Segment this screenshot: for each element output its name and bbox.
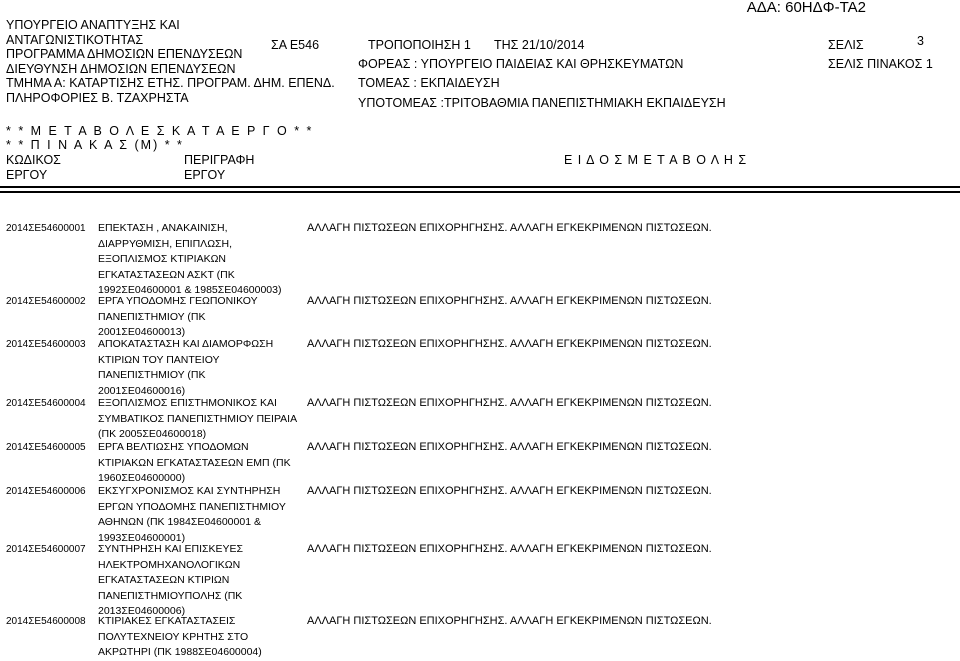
selis-pinakos: ΣΕΛΙΣ ΠΙΝΑΚΟΣ 1 xyxy=(828,57,933,71)
col-header-desc-line: ΕΡΓΟΥ xyxy=(184,167,226,182)
row-change: ΑΛΛΑΓΗ ΠΙΣΤΩΣΕΩΝ ΕΠΙΧΟΡΗΓΗΣΗΣ. ΑΛΛΑΓΗ ΕΓΚΕΚΡΙΜΕΝΩΝ ΠΙΣΤΩΣΕΩΝ. xyxy=(307,295,712,307)
row-change: ΑΛΛΑΓΗ ΠΙΣΤΩΣΕΩΝ ΕΠΙΧΟΡΗΓΗΣΗΣ. ΑΛΛΑΓΗ ΕΓΚΕΚΡΙΜΕΝΩΝ ΠΙΣΤΩΣΕΩΝ. xyxy=(307,485,712,497)
tomeas-label: ΤΟΜΕΑΣ : ΕΚΠΑΙΔΕΥΣΗ xyxy=(358,76,500,90)
ministry-line: ΤΜΗΜΑ Α: ΚΑΤΑΡΤΙΣΗΣ ΕΤΗΣ. ΠΡΟΓΡΑΜ. ΔΗΜ. ΕΠΕΝΔ. xyxy=(6,76,335,90)
row-desc-line: ΠΑΝΕΠΙΣΤΗΜΙΟΥ (ΠΚ xyxy=(98,310,206,323)
row-desc-line: ΑΠΟΚΑΤΑΣΤΑΣΗ ΚΑΙ ΔΙΑΜΟΡΦΩΣΗ xyxy=(98,338,274,350)
section-subtitle: * * Π Ι Ν Α Κ Α Σ (Μ) * * xyxy=(6,138,184,152)
row-desc-line: ΔΙΑΡΡΥΘΜΙΣΗ, ΕΠΙΠΛΩΣΗ, xyxy=(98,237,233,250)
col-header-code-line: ΚΩΔΙΚΟΣ xyxy=(6,153,61,167)
row-desc-line: ΗΛΕΚΤΡΟΜΗΧΑΝΟΛΟΓΙΚΩΝ xyxy=(98,558,241,571)
ypotomeas-label: ΥΠΟΤΟΜΕΑΣ :ΤΡΙΤΟΒΑΘΜΙΑ ΠΑΝΕΠΙΣΤΗΜΙΑΚΗ ΕΚΠΑΙΔΕΥΣΗ xyxy=(358,96,726,110)
row-code: 2014ΣΕ54600005 xyxy=(6,442,86,453)
row-desc-line: ΕΠΕΚΤΑΣΗ , ΑΝΑΚΑΙΝΙΣΗ, xyxy=(98,222,228,234)
row-desc-line: 1960ΣΕ04600000) xyxy=(98,472,186,484)
row-desc xyxy=(98,542,313,620)
row-desc-line: ΣΥΝΤΗΡΗΣΗ ΚΑΙ ΕΠΙΣΚΕΥΕΣ xyxy=(98,543,243,555)
row-desc-line: ΚΤΙΡΙΑΚΕΣ ΕΓΚΑΤΑΣΤΑΣΕΙΣ xyxy=(98,615,236,627)
row-desc xyxy=(98,396,313,443)
row-desc xyxy=(98,484,313,546)
ministry-line: ΠΛΗΡΟΦΟΡΙΕΣ Β. ΤΖΑΧΡΗΣΤΑ xyxy=(6,90,189,105)
row-desc xyxy=(98,614,313,661)
row-desc-line: 1992ΣΕ04600001 & 1985ΣΕ04600003) xyxy=(98,284,282,296)
row-code: 2014ΣΕ54600002 xyxy=(6,296,86,307)
row-desc-line: ΕΚΣΥΓΧΡΟΝΙΣΜΟΣ ΚΑΙ ΣΥΝΤΗΡΗΣΗ xyxy=(98,485,281,497)
selis-label: ΣΕΛΙΣ xyxy=(828,38,864,52)
row-change: ΑΛΛΑΓΗ ΠΙΣΤΩΣΕΩΝ ΕΠΙΧΟΡΗΓΗΣΗΣ. ΑΛΛΑΓΗ ΕΓΚΕΚΡΙΜΕΝΩΝ ΠΙΣΤΩΣΕΩΝ. xyxy=(307,543,712,555)
col-header-code xyxy=(6,153,61,182)
tropopoiisi-label: ΤΡΟΠΟΠΟΙΗΣΗ 1 xyxy=(368,38,471,52)
row-desc-line: ΑΘΗΝΩΝ (ΠΚ 1984ΣΕ04600001 & xyxy=(98,516,261,528)
row-desc-line: ΠΑΝΕΠΙΣΤΗΜΙΟΥΠΟΛΗΣ (ΠΚ xyxy=(98,589,243,602)
row-code: 2014ΣΕ54600003 xyxy=(6,339,86,350)
row-desc-line: ΕΞΟΠΛΙΣΜΟΣ ΕΠΙΣΤΗΜΟΝΙΚΟΣ ΚΑΙ xyxy=(98,397,277,409)
row-change: ΑΛΛΑΓΗ ΠΙΣΤΩΣΕΩΝ ΕΠΙΧΟΡΗΓΗΣΗΣ. ΑΛΛΑΓΗ ΕΓΚΕΚΡΙΜΕΝΩΝ ΠΙΣΤΩΣΕΩΝ. xyxy=(307,222,712,234)
sa-code: ΣΑ Ε546 xyxy=(271,38,320,52)
row-code: 2014ΣΕ54600001 xyxy=(6,223,86,234)
row-desc-line: ΠΟΛΥΤΕΧΝΕΙΟΥ ΚΡΗΤΗΣ ΣΤΟ xyxy=(98,630,249,643)
row-desc xyxy=(98,221,313,299)
row-desc-line: ΕΞΟΠΛΙΣΜΟΣ ΚΤΙΡΙΑΚΩΝ xyxy=(98,253,227,265)
row-desc-line: 1993ΣΕ04600001) xyxy=(98,531,186,544)
row-desc-line: ΠΑΝΕΠΙΣΤΗΜΙΟΥ (ΠΚ xyxy=(98,369,206,381)
foreas-label: ΦΟΡΕΑΣ : ΥΠΟΥΡΓΕΙΟ ΠΑΙΔΕΙΑΣ ΚΑΙ ΘΡΗΣΚΕΥΜΑΤΩΝ xyxy=(358,57,684,71)
col-header-desc-line: ΠΕΡΙΓΡΑΦΗ xyxy=(184,153,255,167)
row-desc-line: (ΠΚ 2005ΣΕ04600018) xyxy=(98,428,207,440)
ministry-line: ΔΙΕΥΘΥΝΣΗ ΔΗΜΟΣΙΩΝ ΕΠΕΝΔΥΣΕΩΝ xyxy=(6,61,236,76)
row-desc-line: ΚΤΙΡΙΩΝ ΤΟΥ ΠΑΝΤΕΙΟΥ xyxy=(98,353,220,366)
row-desc-line: ΚΤΙΡΙΑΚΩΝ ΕΓΚΑΤΑΣΤΑΣΕΩΝ ΕΜΠ (ΠΚ xyxy=(98,456,291,469)
row-change: ΑΛΛΑΓΗ ΠΙΣΤΩΣΕΩΝ ΕΠΙΧΟΡΗΓΗΣΗΣ. ΑΛΛΑΓΗ ΕΓΚΕΚΡΙΜΕΝΩΝ ΠΙΣΤΩΣΕΩΝ. xyxy=(307,338,712,350)
ministry-line: ΥΠΟΥΡΓΕΙΟ ΑΝΑΠΤΥΞΗΣ ΚΑΙ xyxy=(6,18,180,32)
col-header-change: Ε Ι Δ Ο Σ Μ Ε Τ Α Β Ο Λ Η Σ xyxy=(564,153,748,167)
row-desc-line: ΕΓΚΑΤΑΣΤΑΣΕΩΝ ΚΤΙΡΙΩΝ xyxy=(98,574,230,586)
row-desc-line: ΑΚΡΩΤΗΡΙ (ΠΚ 1988ΣΕ04600004) xyxy=(98,646,262,658)
row-desc-line: ΕΡΓΑ ΒΕΛΤΙΩΣΗΣ ΥΠΟΔΟΜΩΝ xyxy=(98,441,249,453)
row-desc-line: ΣΥΜΒΑΤΙΚΟΣ ΠΑΝΕΠΙΣΤΗΜΙΟΥ ΠΕΙΡΑΙΑ xyxy=(98,412,298,425)
row-desc-line: ΕΓΚΑΤΑΣΤΑΣΕΩΝ ΑΣΚΤ (ΠΚ xyxy=(98,268,235,281)
section-title: * * Μ Ε Τ Α Β Ο Λ Ε Σ Κ Α Τ Α Ε Ρ Γ Ο * * xyxy=(6,124,314,138)
row-code: 2014ΣΕ54600008 xyxy=(6,616,86,627)
col-header-desc xyxy=(184,153,254,182)
row-change: ΑΛΛΑΓΗ ΠΙΣΤΩΣΕΩΝ ΕΠΙΧΟΡΗΓΗΣΗΣ. ΑΛΛΑΓΗ ΕΓΚΕΚΡΙΜΕΝΩΝ ΠΙΣΤΩΣΕΩΝ. xyxy=(307,397,712,409)
ministry-line: ΑΝΤΑΓΩΝΙΣΤΙΚΟΤΗΤΑΣ xyxy=(6,32,144,47)
row-desc xyxy=(98,294,313,341)
row-code: 2014ΣΕ54600004 xyxy=(6,398,86,409)
modification-date: ΤΗΣ 21/10/2014 xyxy=(494,38,585,52)
row-desc-line: ΕΡΓΩΝ ΥΠΟΔΟΜΗΣ ΠΑΝΕΠΙΣΤΗΜΙΟΥ xyxy=(98,500,286,513)
ministry-line: ΠΡΟΓΡΑΜΜΑ ΔΗΜΟΣΙΩΝ ΕΠΕΝΔΥΣΕΩΝ xyxy=(6,47,243,61)
ada-label: ΑΔΑ: 60ΗΔΦ-ΤΑ2 xyxy=(746,0,866,16)
row-change: ΑΛΛΑΓΗ ΠΙΣΤΩΣΕΩΝ ΕΠΙΧΟΡΗΓΗΣΗΣ. ΑΛΛΑΓΗ ΕΓΚΕΚΡΙΜΕΝΩΝ ΠΙΣΤΩΣΕΩΝ. xyxy=(307,441,712,453)
row-desc-line: ΕΡΓΑ ΥΠΟΔΟΜΗΣ ΓΕΩΠΟΝΙΚΟΥ xyxy=(98,295,258,307)
ministry-block xyxy=(6,18,335,105)
row-desc-line: 2001ΣΕ04600013) xyxy=(98,326,186,338)
row-code: 2014ΣΕ54600007 xyxy=(6,544,86,555)
divider-bottom xyxy=(0,191,960,193)
divider-top xyxy=(0,186,960,188)
selis-value: 3 xyxy=(917,34,924,48)
row-code: 2014ΣΕ54600006 xyxy=(6,486,86,497)
row-desc-line: 2013ΣΕ04600006) xyxy=(98,605,186,617)
row-change: ΑΛΛΑΓΗ ΠΙΣΤΩΣΕΩΝ ΕΠΙΧΟΡΗΓΗΣΗΣ. ΑΛΛΑΓΗ ΕΓΚΕΚΡΙΜΕΝΩΝ ΠΙΣΤΩΣΕΩΝ. xyxy=(307,615,712,627)
col-header-code-line: ΕΡΓΟΥ xyxy=(6,167,48,182)
row-desc xyxy=(98,337,313,399)
row-desc-line: 2001ΣΕ04600016) xyxy=(98,384,186,397)
row-desc xyxy=(98,440,313,487)
